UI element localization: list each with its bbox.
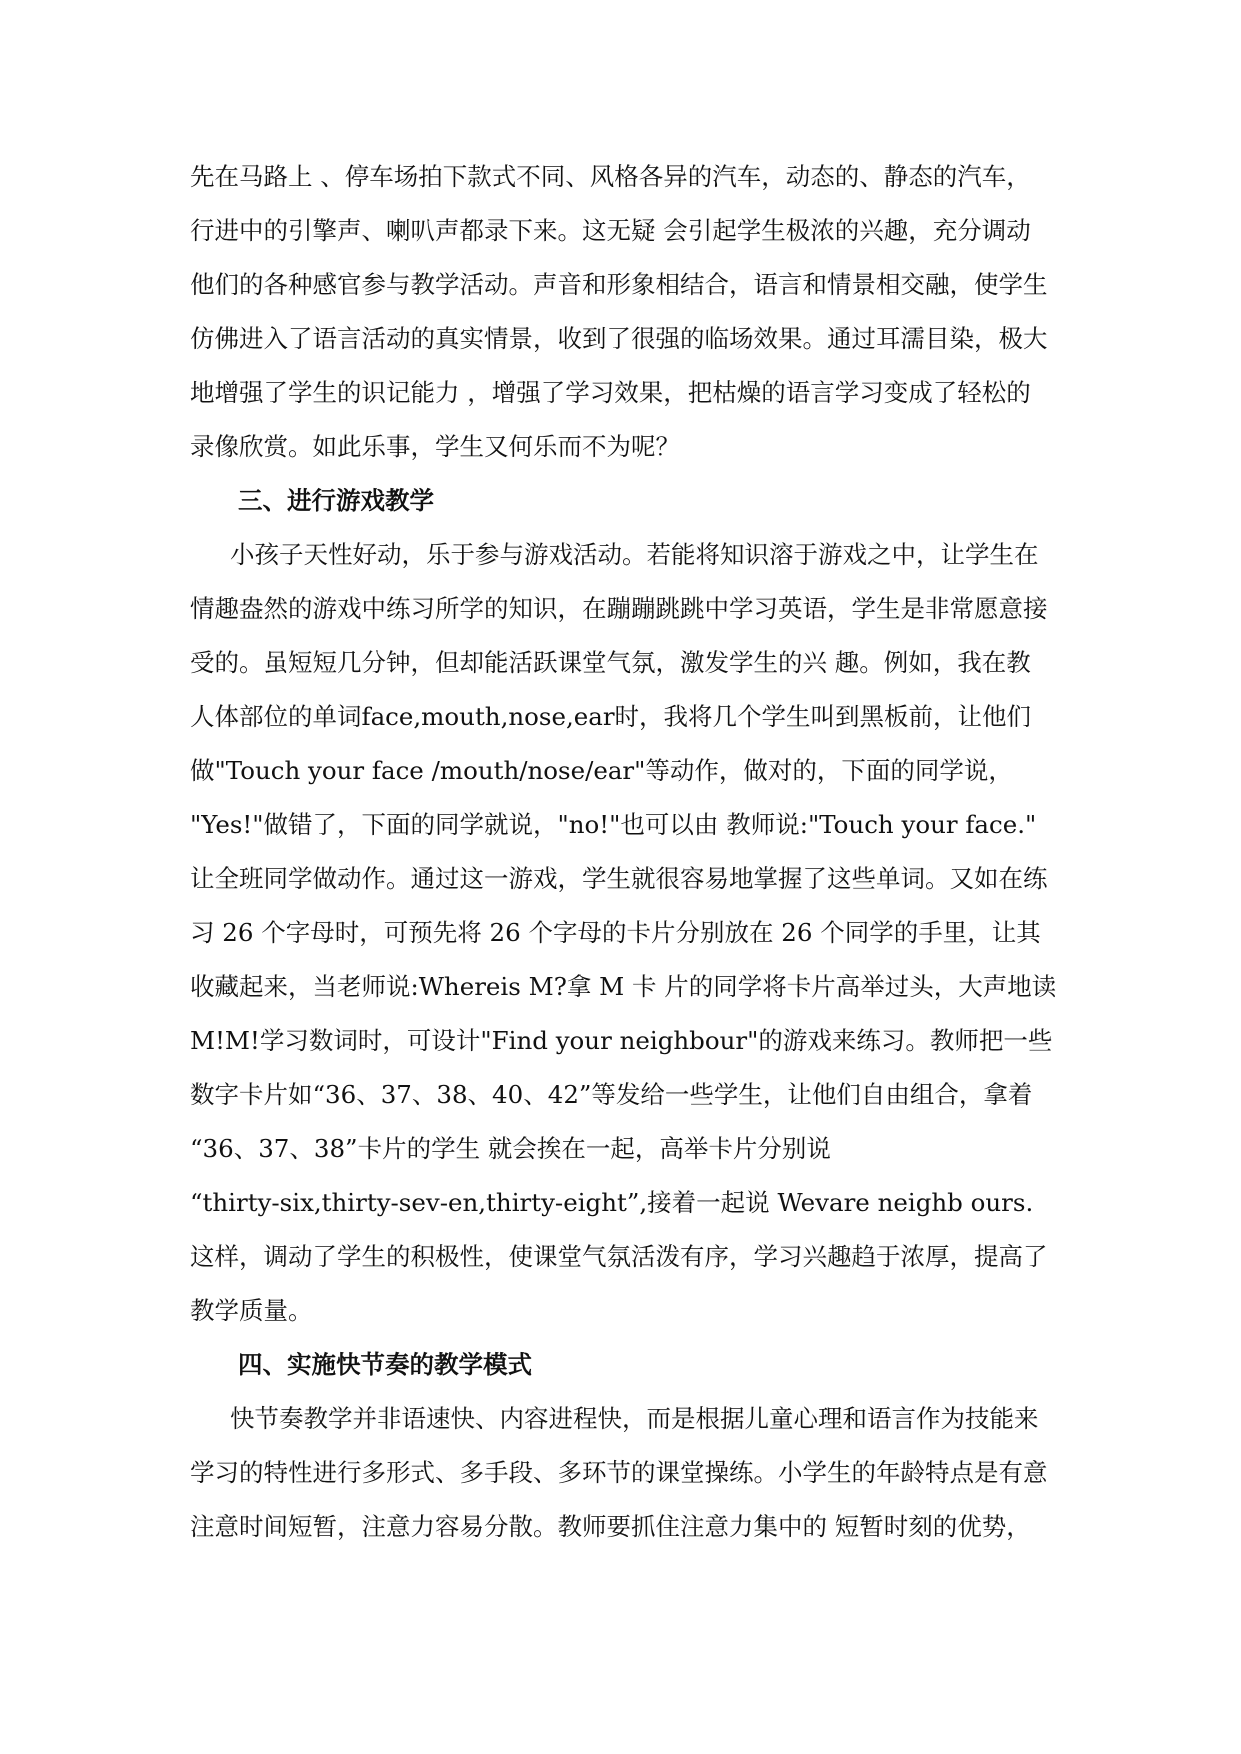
section-heading: 四、实施快节奏的教学模式	[238, 1350, 532, 1379]
paragraph-line: 仿佛进入了语言活动的真实情景，收到了很强的临场效果。通过耳濡目染，极大	[190, 324, 1048, 353]
paragraph-line: "Yes!"做错了，下面的同学就说，"no!"也可以由 教师说:"Touch your face."	[190, 810, 1037, 839]
paragraph-line: 习 26 个字母时，可预先将 26 个字母的卡片分别放在 26 个同学的手里，让其	[190, 918, 1041, 947]
paragraph-line: 小孩子天性好动，乐于参与游戏活动。若能将知识溶于游戏之中，让学生在	[230, 540, 1039, 569]
paragraph-line: 注意时间短暂，注意力容易分散。教师要抓住注意力集中的 短暂时刻的优势，	[190, 1512, 1031, 1541]
paragraph-line: 人体部位的单词face,mouth,nose,ear时，我将几个学生叫到黑板前，让他们	[190, 702, 1032, 731]
paragraph-line: 快节奏教学并非语速快、内容进程快，而是根据儿童心理和语言作为技能来	[230, 1404, 1039, 1433]
paragraph-line: 收藏起来，当老师说:Whereis M?拿 M 卡 片的同学将卡片高举过头，大声地读	[190, 972, 1057, 1001]
paragraph-line: 他们的各种感官参与教学活动。声音和形象相结合，语言和情景相交融，使学生	[190, 270, 1048, 299]
article-body	[190, 150, 1060, 1554]
paragraph-line: 数字卡片如“36、37、38、40、42”等发给一些学生，让他们自由组合，拿着	[190, 1080, 1033, 1109]
paragraph-line: 这样，调动了学生的积极性，使课堂气氛活泼有序，学习兴趣趋于浓厚，提高了	[190, 1242, 1048, 1271]
paragraph-line: 先在马路上 、停车场拍下款式不同、风格各异的汽车，动态的、静态的汽车，	[190, 162, 1031, 191]
paragraph-line: 学习的特性进行多形式、多手段、多环节的课堂操练。小学生的年龄特点是有意	[190, 1458, 1048, 1487]
paragraph-line: 录像欣赏。如此乐事，学生又何乐而不为呢？	[190, 432, 680, 461]
section-heading: 三、进行游戏教学	[238, 486, 434, 515]
paragraph-line: 教学质量。	[190, 1296, 313, 1325]
paragraph-line: “36、37、38”卡片的学生 就会挨在一起，高举卡片分别说	[190, 1134, 831, 1163]
paragraph-line: 受的。虽短短几分钟，但却能活跃课堂气氛，激发学生的兴 趣。例如，我在教	[190, 648, 1031, 677]
paragraph-line: “thirty-six,thirty-sev-en,thirty-eight”,接着一起说 Wevare neighb ours.	[190, 1188, 1034, 1217]
paragraph-line: 让全班同学做动作。通过这一游戏，学生就很容易地掌握了这些单词。又如在练	[190, 864, 1048, 893]
paragraph-line: 做"Touch your face /mouth/nose/ear"等动作，做对的，下面的同学说，	[190, 756, 1013, 785]
paragraph-line: 行进中的引擎声、喇叭声都录下来。这无疑 会引起学生极浓的兴趣，充分调动	[190, 216, 1031, 245]
paragraph-line: 情趣盎然的游戏中练习所学的知识，在蹦蹦跳跳中学习英语，学生是非常愿意接	[190, 594, 1048, 623]
paragraph-line: 地增强了学生的识记能力 ，增强了学习效果，把枯燥的语言学习变成了轻松的	[190, 378, 1031, 407]
paragraph-line: M!M!学习数词时，可设计"Find your neighbour"的游戏来练习。教师把一些	[190, 1026, 1053, 1055]
